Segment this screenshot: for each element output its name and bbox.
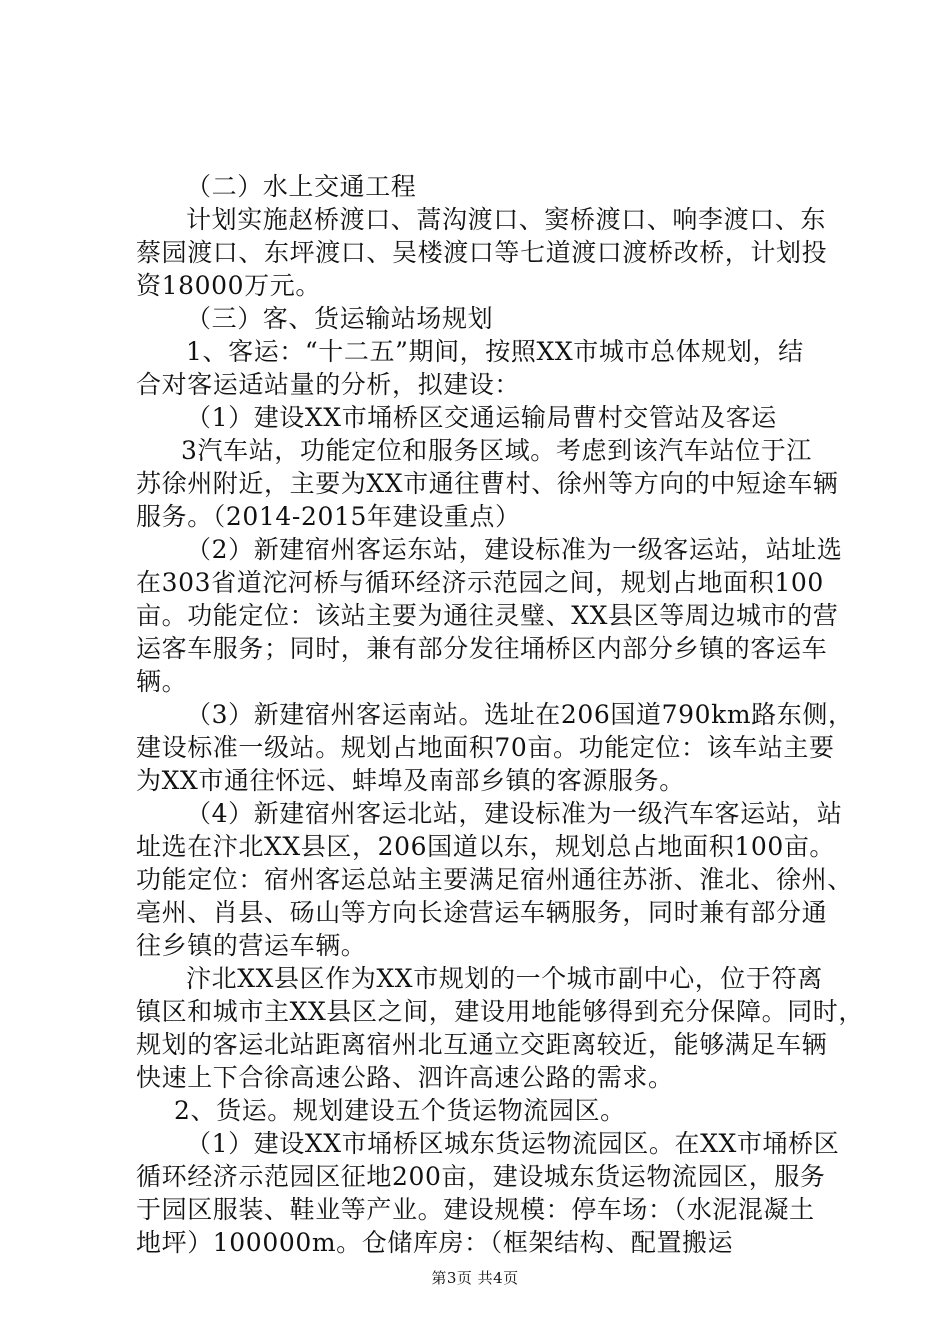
- heading-station-planning: （三）客、货运输站场规划: [186, 304, 494, 333]
- heading-water-transport: （二）水上交通工程: [186, 172, 417, 201]
- text-line: （1）建设XX市埇桥区城东货运物流园区。在XX市埇桥区: [186, 1129, 840, 1158]
- text-line: 计划实施赵桥渡口、蒿沟渡口、窦桥渡口、响李渡口、东: [186, 205, 827, 234]
- page-number-footer: 第3页 共4页: [431, 1269, 519, 1287]
- text-line: 为XX市通往怀远、蚌埠及南部乡镇的客源服务。: [136, 766, 685, 795]
- text-line: 功能定位：宿州客运总站主要满足宿州通往苏浙、淮北、徐州、: [136, 865, 853, 894]
- text-line: 规划的客运北站距离宿州北互通立交距离较近，能够满足车辆: [136, 1030, 828, 1059]
- text-line: 服务。（2014-2015年建设重点）: [136, 502, 521, 531]
- text-line: 苏徐州附近，主要为XX市通往曹村、徐州等方向的中短途车辆: [136, 469, 839, 498]
- text-line: （2）新建宿州客运东站，建设标准为一级客运站，站址选: [186, 535, 843, 564]
- text-line: 亳州、肖县、砀山等方向长途营运车辆服务，同时兼有部分通: [136, 898, 828, 927]
- text-line: 合对客运适站量的分析，拟建设：: [136, 370, 521, 399]
- text-line: （3）新建宿州客运南站。选址在206国道790km路东侧，: [186, 700, 854, 729]
- text-line: 汴北XX县区作为XX市规划的一个城市副中心，位于符离: [186, 964, 823, 993]
- text-line: 循环经济示范园区征地200亩，建设城东货运物流园区，服务: [136, 1162, 826, 1191]
- text-line: 2、货运。规划建设五个货运物流园区。: [174, 1096, 626, 1125]
- text-line: 蔡园渡口、东坪渡口、吴楼渡口等七道渡口渡桥改桥，计划投: [136, 238, 828, 267]
- text-line: 镇区和城市主XX县区之间，建设用地能够得到充分保障。同时，: [136, 997, 864, 1026]
- text-line: （1）建设XX市埇桥区交通运输局曹村交管站及客运: [186, 403, 777, 432]
- text-line: 地坪）100000m。仓储库房：（框架结构、配置搬运: [136, 1228, 734, 1257]
- text-line: 址选在汴北XX县区，206国道以东，规划总占地面积100亩。: [136, 832, 836, 861]
- text-line: 快速上下合徐高速公路、泗许高速公路的需求。: [136, 1063, 674, 1092]
- text-line: 3汽车站，功能定位和服务区域。考虑到该汽车站位于江: [181, 436, 812, 465]
- text-line: 1、客运：“十二五”期间，按照XX市城市总体规划，结: [186, 337, 804, 366]
- text-line: 往乡镇的营运车辆。: [136, 931, 367, 960]
- text-line: （4）新建宿州客运北站，建设标准为一级汽车客运站，站: [186, 799, 843, 828]
- text-line: 辆。: [136, 667, 188, 696]
- text-line: 亩。功能定位：该站主要为通往灵璧、XX县区等周边城市的营: [136, 601, 839, 630]
- text-line: 资18000万元。: [136, 271, 321, 300]
- text-line: 运客车服务；同时，兼有部分发往埇桥区内部分乡镇的客运车: [136, 634, 828, 663]
- text-line: 建设标准一级站。规划占地面积70亩。功能定位：该车站主要: [136, 733, 835, 762]
- text-line: 于园区服装、鞋业等产业。建设规模：停车场：（水泥混凝土: [136, 1195, 815, 1224]
- text-line: 在303省道沱河桥与循环经济示范园之间，规划占地面积100: [136, 568, 824, 597]
